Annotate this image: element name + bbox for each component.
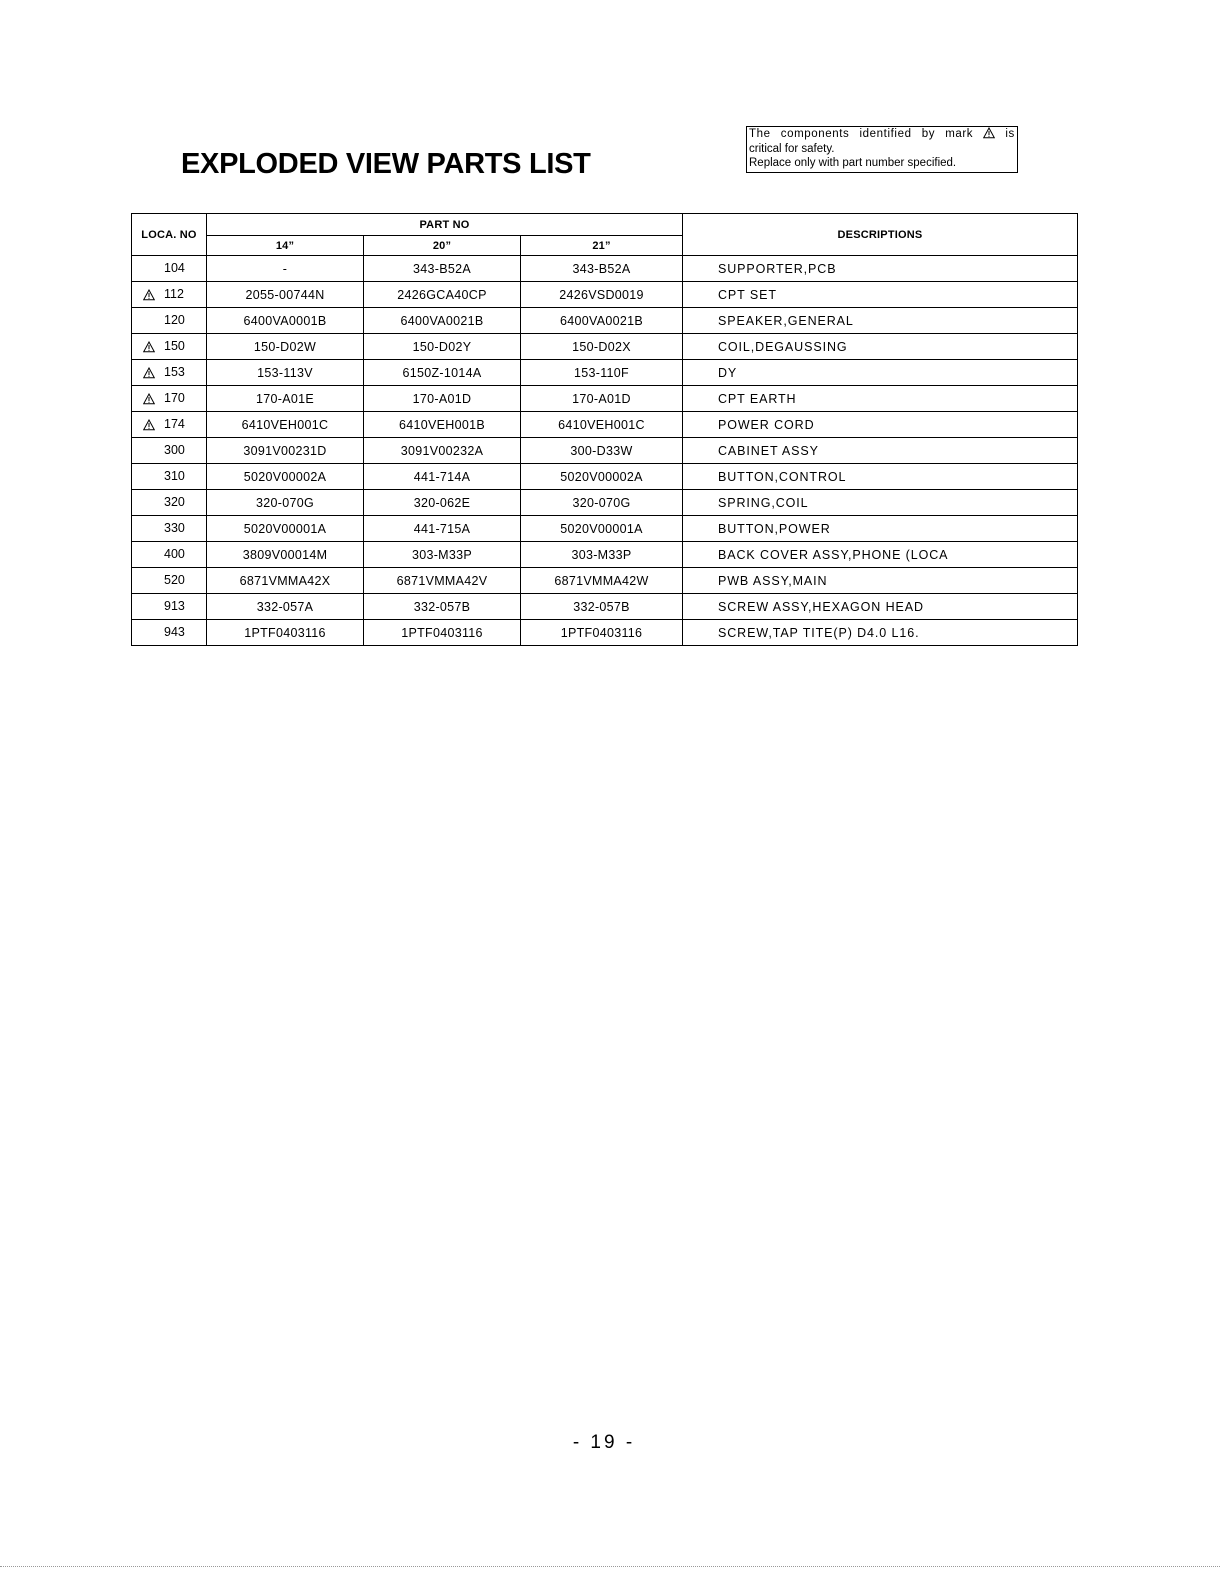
- loca-no-cell: 400: [132, 542, 207, 568]
- part-no-20-cell: 6410VEH001B: [364, 412, 521, 438]
- loca-no-cell: 943: [132, 620, 207, 646]
- table-row: [132, 464, 1078, 490]
- part-no-14-cell: 3809V00014M: [207, 542, 364, 568]
- part-no-20-cell: 6150Z-1014A: [364, 360, 521, 386]
- part-no-21-cell: 320-070G: [521, 490, 683, 516]
- table-row: [132, 490, 1078, 516]
- part-no-21-cell: 153-110F: [521, 360, 683, 386]
- header-loca-no: LOCA. NO: [132, 214, 207, 256]
- description-cell: POWER CORD: [683, 412, 1078, 438]
- part-no-14-cell: 320-070G: [207, 490, 364, 516]
- part-no-21-cell: 150-D02X: [521, 334, 683, 360]
- part-no-20-cell: 441-714A: [364, 464, 521, 490]
- loca-no-cell: 330: [132, 516, 207, 542]
- header-descriptions: DESCRIPTIONS: [683, 214, 1078, 256]
- part-no-20-cell: 320-062E: [364, 490, 521, 516]
- table-row: [132, 386, 1078, 412]
- loca-no-cell: 174: [132, 412, 207, 438]
- header-size-14: 14”: [207, 236, 364, 256]
- part-no-14-cell: 5020V00002A: [207, 464, 364, 490]
- warning-triangle-icon: [143, 341, 155, 353]
- part-no-20-cell: 343-B52A: [364, 256, 521, 282]
- part-no-21-cell: 343-B52A: [521, 256, 683, 282]
- warning-triangle-icon: [143, 289, 155, 301]
- description-cell: CABINET ASSY: [683, 438, 1078, 464]
- loca-no-cell: 310: [132, 464, 207, 490]
- table-row: [132, 412, 1078, 438]
- description-cell: CPT SET: [683, 282, 1078, 308]
- notice-line-2: critical for safety.: [749, 142, 835, 155]
- header-size-20: 20”: [364, 236, 521, 256]
- loca-no-cell: 120: [132, 308, 207, 334]
- table-row: [132, 542, 1078, 568]
- loca-no-cell: 104: [132, 256, 207, 282]
- part-no-21-cell: 5020V00001A: [521, 516, 683, 542]
- warning-triangle-icon: [143, 367, 155, 379]
- part-no-20-cell: 303-M33P: [364, 542, 521, 568]
- part-no-21-cell: 1PTF0403116: [521, 620, 683, 646]
- warning-triangle-icon: [143, 393, 155, 405]
- part-no-21-cell: 300-D33W: [521, 438, 683, 464]
- description-cell: DY: [683, 360, 1078, 386]
- table-row: [132, 256, 1078, 282]
- loca-no-cell: 913: [132, 594, 207, 620]
- description-cell: COIL,DEGAUSSING: [683, 334, 1078, 360]
- table-row: [132, 620, 1078, 646]
- table-row: [132, 282, 1078, 308]
- description-cell: BUTTON,POWER: [683, 516, 1078, 542]
- loca-no-cell: 153: [132, 360, 207, 386]
- part-no-14-cell: 6400VA0001B: [207, 308, 364, 334]
- part-no-20-cell: 1PTF0403116: [364, 620, 521, 646]
- part-no-14-cell: 150-D02W: [207, 334, 364, 360]
- safety-notice: [746, 126, 1018, 173]
- loca-no-cell: 300: [132, 438, 207, 464]
- description-cell: PWB ASSY,MAIN: [683, 568, 1078, 594]
- loca-no-cell: 320: [132, 490, 207, 516]
- table-row: [132, 360, 1078, 386]
- part-no-14-cell: 5020V00001A: [207, 516, 364, 542]
- part-no-20-cell: 3091V00232A: [364, 438, 521, 464]
- part-no-20-cell: 170-A01D: [364, 386, 521, 412]
- table-row: [132, 438, 1078, 464]
- part-no-21-cell: 5020V00002A: [521, 464, 683, 490]
- part-no-20-cell: 2426GCA40CP: [364, 282, 521, 308]
- part-no-20-cell: 332-057B: [364, 594, 521, 620]
- part-no-21-cell: 6410VEH001C: [521, 412, 683, 438]
- part-no-14-cell: 2055-00744N: [207, 282, 364, 308]
- header-size-21: 21”: [521, 236, 683, 256]
- table-row: [132, 594, 1078, 620]
- warning-triangle-icon: [983, 127, 995, 139]
- description-cell: BACK COVER ASSY,PHONE (LOCA: [683, 542, 1078, 568]
- part-no-14-cell: 153-113V: [207, 360, 364, 386]
- part-no-21-cell: 303-M33P: [521, 542, 683, 568]
- notice-line-1: The components identified by mark is: [749, 128, 1015, 140]
- part-no-14-cell: 170-A01E: [207, 386, 364, 412]
- part-no-20-cell: 6871VMMA42V: [364, 568, 521, 594]
- loca-no-cell: 112: [132, 282, 207, 308]
- table-row: [132, 516, 1078, 542]
- part-no-21-cell: 332-057B: [521, 594, 683, 620]
- part-no-20-cell: 6400VA0021B: [364, 308, 521, 334]
- description-cell: BUTTON,CONTROL: [683, 464, 1078, 490]
- part-no-21-cell: 6871VMMA42W: [521, 568, 683, 594]
- notice-line-3: Replace only with part number specified.: [749, 157, 957, 169]
- page-number: - 19 -: [572, 1432, 636, 1453]
- part-no-21-cell: 170-A01D: [521, 386, 683, 412]
- part-no-14-cell: 332-057A: [207, 594, 364, 620]
- table-row: [132, 334, 1078, 360]
- warning-triangle-icon: [143, 419, 155, 431]
- part-no-21-cell: 2426VSD0019: [521, 282, 683, 308]
- part-no-20-cell: 150-D02Y: [364, 334, 521, 360]
- page-title: EXPLODED VIEW PARTS LIST: [181, 148, 591, 180]
- description-cell: SUPPORTER,PCB: [683, 256, 1078, 282]
- loca-no-cell: 150: [132, 334, 207, 360]
- table-row: [132, 568, 1078, 594]
- loca-no-cell: 170: [132, 386, 207, 412]
- part-no-14-cell: 3091V00231D: [207, 438, 364, 464]
- part-no-14-cell: 6410VEH001C: [207, 412, 364, 438]
- page-edge-rule: [0, 1566, 1220, 1567]
- table-row: [132, 308, 1078, 334]
- description-cell: SCREW,TAP TITE(P) D4.0 L16.: [683, 620, 1078, 646]
- header-part-no: PART NO: [207, 214, 683, 236]
- description-cell: SPRING,COIL: [683, 490, 1078, 516]
- part-no-14-cell: 1PTF0403116: [207, 620, 364, 646]
- part-no-14-cell: -: [207, 256, 364, 282]
- part-no-20-cell: 441-715A: [364, 516, 521, 542]
- parts-table: [131, 213, 1078, 646]
- description-cell: SPEAKER,GENERAL: [683, 308, 1078, 334]
- description-cell: CPT EARTH: [683, 386, 1078, 412]
- loca-no-cell: 520: [132, 568, 207, 594]
- description-cell: SCREW ASSY,HEXAGON HEAD: [683, 594, 1078, 620]
- part-no-14-cell: 6871VMMA42X: [207, 568, 364, 594]
- part-no-21-cell: 6400VA0021B: [521, 308, 683, 334]
